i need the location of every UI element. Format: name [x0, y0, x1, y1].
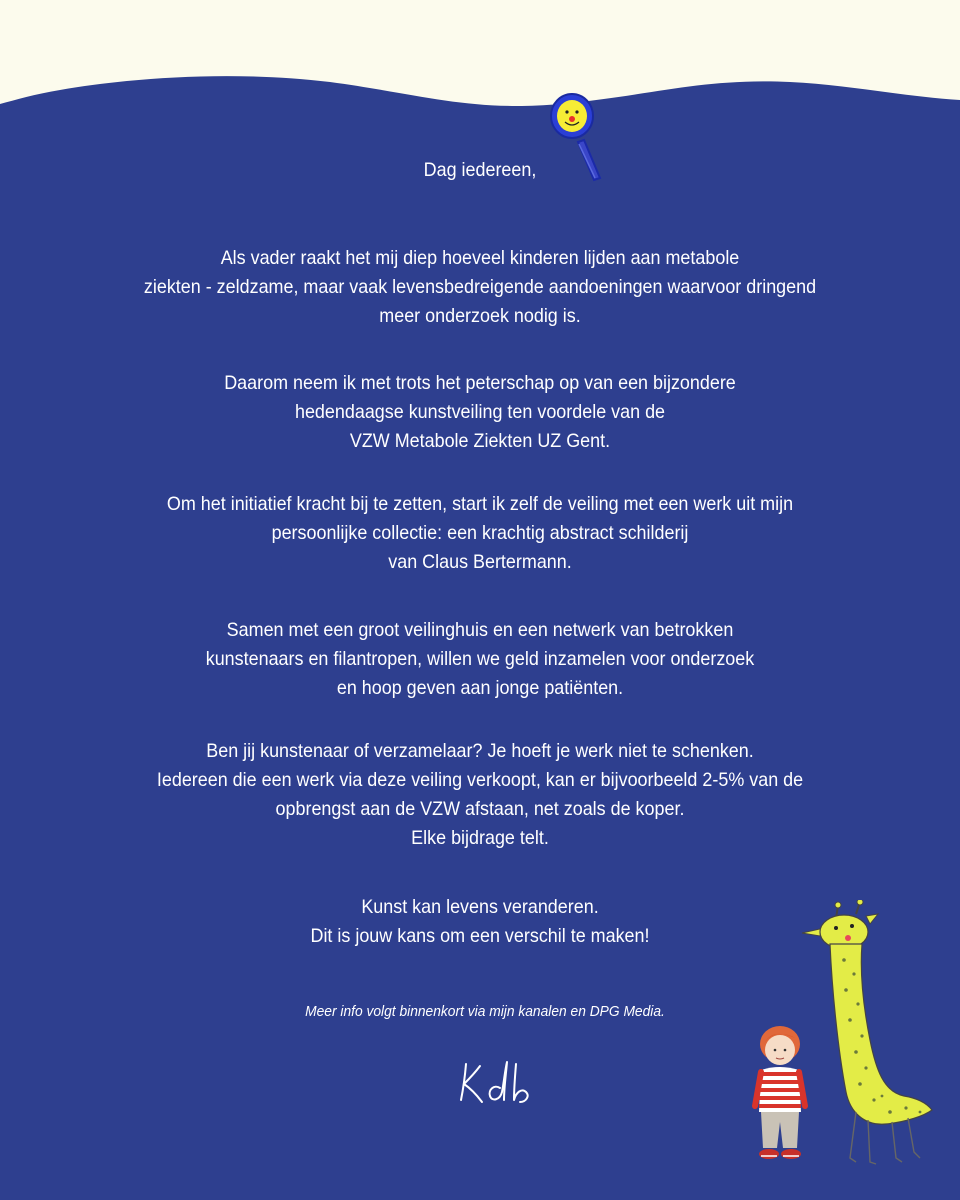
paragraph-line: ziekten - zeldzame, maar vaak levensbedreigende aandoeningen waarvoor dringend [143, 276, 817, 298]
footnote: Meer info volgt binnenkort via mijn kanalen en DPG Media. [305, 1003, 665, 1020]
paragraph-line: kunstenaars en filantropen, willen we geld inzamelen voor onderzoek [205, 648, 755, 670]
paragraph-line: van Claus Bertermann. [388, 551, 572, 573]
paragraph-line: Kunst kan levens veranderen. [361, 896, 599, 918]
paragraph-line: opbrengst aan de VZW afstaan, net zoals de koper. [275, 798, 685, 820]
paragraph-line: meer onderzoek nodig is. [379, 305, 581, 327]
paragraph-line: en hoop geven aan jonge patiënten. [336, 677, 624, 699]
paragraph-line: Ben jij kunstenaar of verzamelaar? Je hoeft je werk niet te schenken. [206, 740, 754, 762]
paragraph-line: Om het initiatief kracht bij te zetten, start ik zelf de veiling met een werk uit mijn [166, 493, 794, 515]
letter-greeting [94, 156, 867, 185]
top-wave-band [0, 0, 960, 140]
paragraph-line: Samen met een groot veilinghuis en een netwerk van betrokken [226, 619, 734, 641]
paragraph-1 [94, 244, 867, 331]
paragraph-5 [94, 737, 867, 853]
paragraph-line: Dit is jouw kans om een verschil te maken! [310, 925, 650, 947]
paragraph-3 [94, 490, 867, 577]
paragraph-line: Iedereen die een werk via deze veiling verkoopt, kan er bijvoorbeeld 2-5% van de [156, 769, 804, 791]
paragraph-line: VZW Metabole Ziekten UZ Gent. [349, 430, 611, 452]
paragraph-line: Elke bijdrage telt. [411, 827, 549, 849]
paragraph-line: Als vader raakt het mij diep hoeveel kinderen lijden aan metabole [220, 247, 740, 269]
paragraph-line: Daarom neem ik met trots het peterschap op van een bijzondere [224, 372, 736, 394]
paragraph-2 [94, 369, 867, 456]
paragraph-6 [94, 893, 867, 951]
giraffe-illustration [800, 900, 940, 1170]
paragraph-line: persoonlijke collectie: een krachtig abstract schilderij [271, 522, 689, 544]
greeting-text: Dag iedereen, [423, 159, 537, 181]
paragraph-4 [94, 616, 867, 703]
handwritten-signature [450, 1052, 540, 1112]
paragraph-line: hedendaagse kunstveiling ten voordele van de [294, 401, 666, 423]
